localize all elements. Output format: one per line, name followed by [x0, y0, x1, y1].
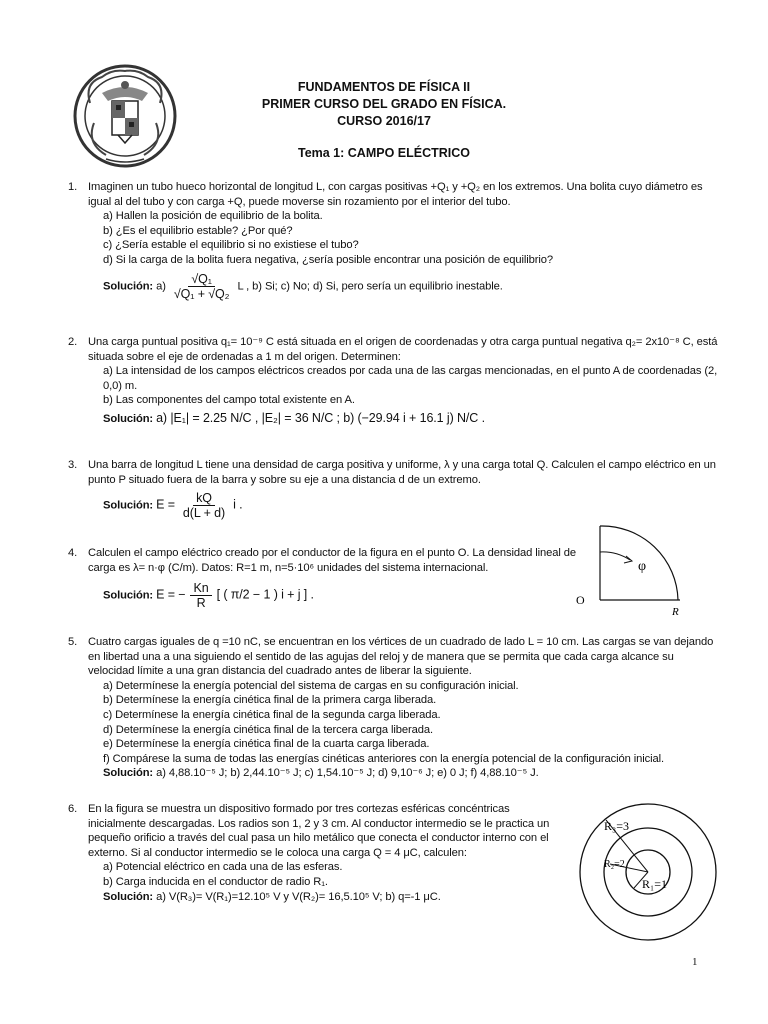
solution — [88, 766, 718, 781]
problem-2 — [68, 335, 718, 427]
solution-rest: i . — [233, 497, 243, 512]
solution — [88, 272, 718, 301]
question-a: a) Potencial eléctrico en cada una de las esferas. — [103, 861, 343, 874]
solution-lhs: E = − — [156, 587, 186, 602]
problem-number: 1. — [68, 181, 78, 193]
solution — [88, 581, 588, 610]
solution-text: a) |E₁| = 2.25 N/C , |E₂| = 36 N/C ; b) (−29.94 i + 16.1 j) N/C . — [156, 410, 485, 425]
solution — [88, 890, 558, 905]
problem-5 — [68, 635, 718, 781]
origin-label: O — [576, 593, 585, 607]
question-f: f) Compárese la suma de todas las energías cinéticas anteriores con la energía potencial de la configuración inicial. — [103, 752, 665, 765]
problem-6 — [68, 802, 558, 904]
problem-number: 5. — [68, 636, 78, 648]
solution-lhs: E = — [156, 497, 175, 512]
problem-3 — [68, 458, 718, 521]
r3-label: R₃=3 — [604, 819, 629, 833]
question-b: b) Carga inducida en el conductor de radio R₁. — [103, 875, 328, 888]
question-c: c) ¿Sería estable el equilibrio si no existiese el tubo? — [103, 239, 359, 252]
quarter-arc-figure — [570, 518, 720, 618]
r2-label: R₂=2 — [604, 859, 625, 870]
solution-label: Solución: — [103, 767, 154, 780]
problem-text: En la figura se muestra un dispositivo formado por tres cortezas esféricas concéntricas inicialmente descargadas. Los radios son 1, 2 y 3 cm. Al conductor intermedio se le practica un pequeño orificio a través del cual pasa un hilo metálico que conecta el conductor interno con el externo. Si al conductor intermedio se le coloca una carga Q = 4 μC, calculen: — [88, 803, 550, 859]
question-a: a) Determínese la energía potencial del sistema de cargas en su configuración inicial. — [103, 679, 519, 692]
problem-text: Calculen el campo eléctrico creado por el conductor de la figura en el punto O. La densidad lineal de carga es λ= n·φ (C/m). Datos: R=1 m, n=5·10⁶ unidades del sistema internacional. — [88, 547, 577, 574]
question-e: e) Determínese la energía cinética final de la cuarta carga liberada. — [103, 738, 430, 751]
solution-label: Solución: — [103, 589, 154, 602]
problem-4 — [68, 546, 588, 611]
solution-fraction — [171, 272, 233, 301]
fraction-denominator: R — [196, 596, 206, 611]
problem-text: Una carga puntual positiva q₁= 10⁻⁹ C está situada en el origen de coordenadas y otra carga puntual negativa q₂= 2x10⁻⁸ C, está situada sobre el eje de ordenadas a 1 m del origen. Determinen: — [88, 336, 718, 363]
course-title: FUNDAMENTOS DE FÍSICA II — [297, 80, 471, 94]
solution-part: a) — [156, 280, 166, 293]
solution-text: a) 4,88.10⁻⁵ J; b) 2,44.10⁻⁵ J; c) 1,54.10⁻⁵ J; d) 9,10⁻⁶ J; e) 0 J; f) 4,88.10⁻⁵ J. — [156, 767, 539, 780]
fraction-numerator: Kn — [190, 581, 211, 596]
question-c: c) Determínese la energía cinética final de la segunda carga liberada. — [103, 708, 441, 721]
problem-number: 4. — [68, 547, 78, 559]
solution-label: Solución: — [103, 280, 154, 293]
question-b: b) ¿Es el equilibrio estable? ¿Por qué? — [103, 224, 293, 237]
question-d: d) Si la carga de la bolita fuera negativa, ¿sería posible encontrar una posición de equilibrio? — [103, 253, 553, 266]
radius-label: R — [672, 606, 679, 618]
concentric-spheres-figure — [568, 792, 728, 952]
question-a: a) La intensidad de los campos eléctricos creados por cada una de las cargas mencionadas, en el punto A de coordenadas (2, 0,0) m. — [103, 365, 718, 392]
course-subtitle: PRIMER CURSO DEL GRADO EN FÍSICA. — [261, 97, 507, 111]
solution-rest: L , b) Si; c) No; d) Si, pero sería un equilibrio inestable. — [237, 280, 503, 293]
solution-label: Solución: — [103, 890, 154, 903]
problem-1 — [68, 180, 718, 301]
question-b: b) Determínese la energía cinética final de la primera carga liberada. — [103, 694, 437, 707]
r1-label: R₁=1 — [642, 877, 667, 891]
solution-fraction — [190, 581, 211, 610]
solution-label: Solución: — [103, 412, 154, 425]
solution-text: a) V(R₃)= V(R₁)=12.10⁵ V y V(R₂)= 16,5.10⁵ V; b) q=-1 μC. — [156, 890, 441, 903]
page-number: 1 — [692, 956, 698, 968]
solution — [88, 411, 718, 427]
fraction-numerator: kQ — [193, 491, 215, 506]
fraction-denominator: d(L + d) — [182, 506, 226, 521]
problem-number: 6. — [68, 803, 78, 815]
topic-title: Tema 1: CAMPO ELÉCTRICO — [297, 146, 470, 160]
problem-number: 2. — [68, 336, 78, 348]
solution-rest: [ ( π/2 − 1 ) i + j ] . — [216, 587, 314, 602]
phi-label: φ — [638, 559, 647, 574]
question-d: d) Determínese la energía cinética final de la tercera carga liberada. — [103, 723, 434, 736]
solution-fraction — [180, 491, 228, 520]
solution-label: Solución: — [103, 499, 154, 512]
solution — [88, 491, 718, 520]
question-a: a) Hallen la posición de equilibrio de la bolita. — [103, 210, 323, 223]
problem-text: Cuatro cargas iguales de q =10 nC, se encuentran en los vértices de un cuadrado de lado L = 10 cm. Las cargas se van dejando en libertad una a una siguiendo el sentido de las agujas del reloj y de manera que se permita que cada carga alcance su velocidad límite a una gran distancia del cuadrado antes de liberar la siguiente. — [88, 636, 714, 678]
fraction-denominator: √Q₁ + √Q₂ — [173, 286, 230, 301]
problem-text: Imaginen un tubo hueco horizontal de longitud L, con cargas positivas +Q₁ y +Q₂ en los extremos. Una bolita cuyo diámetro es igual al del tubo y con carga +Q, puede moverse sin rozamiento por el interior del tubo. — [88, 181, 703, 208]
fraction-numerator: √Q₁ — [188, 272, 215, 287]
problem-text: Una barra de longitud L tiene una densidad de carga positiva y uniforme, λ y una carga total Q. Calculen el campo eléctrico en un punto P situado fuera de la barra y sobre su eje a una distancia d de un extremo. — [88, 459, 716, 486]
course-year: CURSO 2016/17 — [337, 114, 431, 128]
problem-number: 3. — [68, 459, 78, 471]
question-b: b) Las componentes del campo total existente en A. — [103, 394, 355, 407]
